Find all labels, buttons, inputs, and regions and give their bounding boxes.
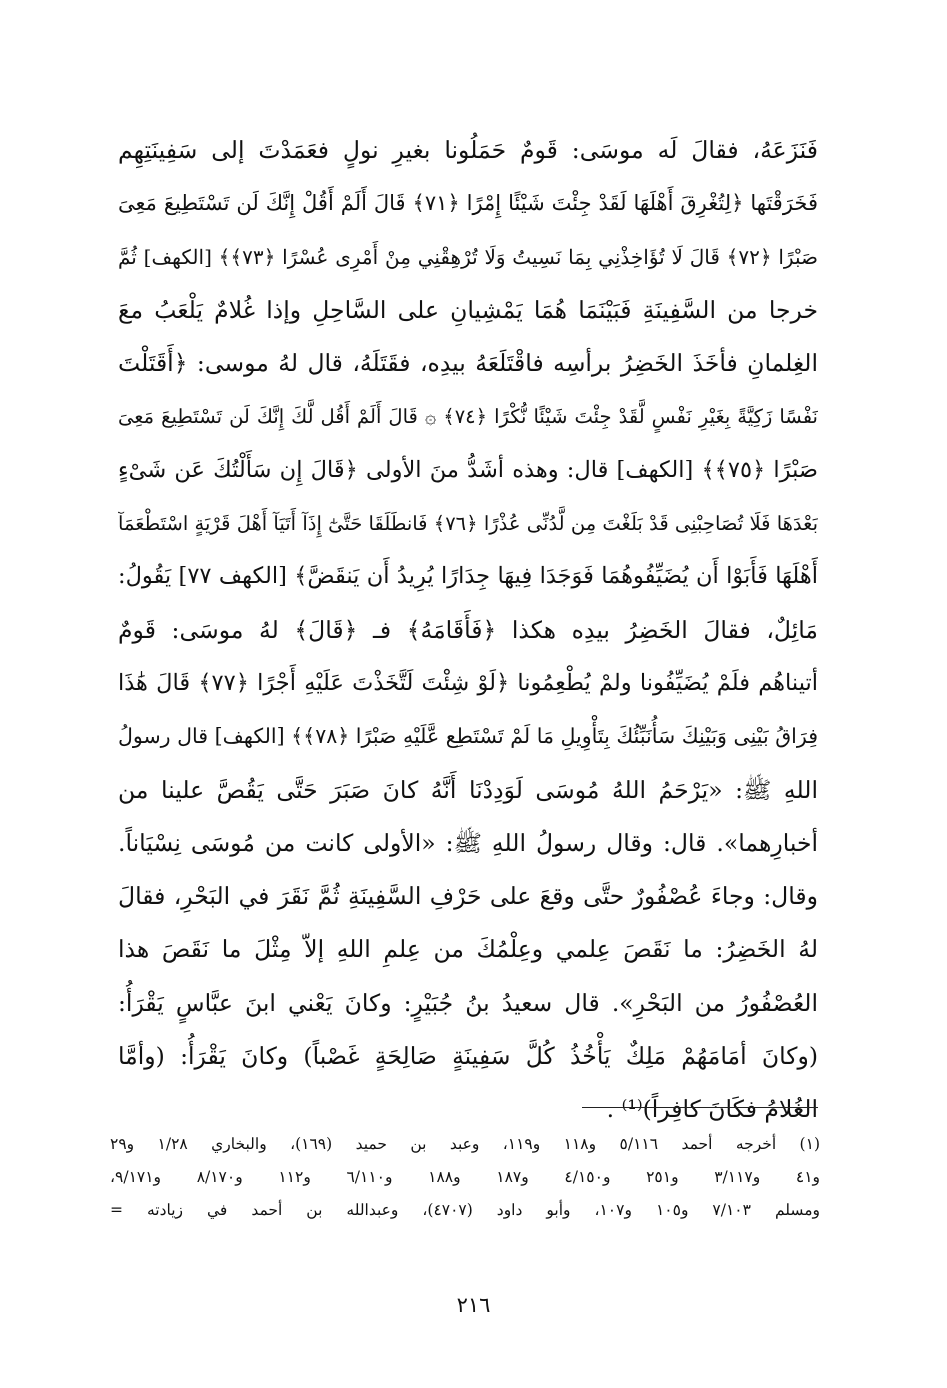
text-line: أخبارِهما». قال: وقال رسولُ اللهِ ﷺ: «الأولى كانت من مُوسَى نِسْيَاناً. [118, 828, 818, 857]
page-number: ٢١٦ [456, 1293, 491, 1317]
text-line: فَخَرَقْتَها ﴿لِتُغْرِقَ أَهْلَهَا لَقَدْ جِئْتَ شَيْئًا إِمْرًا ﴿٧١﴾ قَالَ أَلَمْ أَقُلْ إِنَّكَ لَن تَسْتَطِيعَ مَعِىَ [118, 191, 818, 216]
text-line: العُصْفُورُ من البَحْرِ». قال سعيدُ بنُ جُبَيْرٍ: وكانَ يَعْني ابنَ عبَّاسٍ يَقْرَأُ: [118, 988, 818, 1017]
text-line: بَعْدَهَا فَلَا تُصَاحِبْنِى قَدْ بَلَغْتَ مِن لَّدُنِّى عُذْرًا ﴿٧٦﴾ فَانطَلَقَا حَتَّىٰٓ إِذَآ أَتَيَآ أَهْلَ قَرْيَةٍ اسْتَطْعَمَآ [118, 512, 818, 536]
main-text-block [118, 124, 818, 1137]
footnote-line: ومسلم ٧/١٠٣ و١٠٥ و١٠٧، وأبو داود (٤٧٠٧)، وعبدالله بن أحمد في زيادته = [110, 1201, 820, 1219]
text-line: لهُ الخَضِرُ: ما نَقَصَ عِلمي وعِلْمُكَ من عِلمِ اللهِ إلاّ مِثْلَ ما نَقَصَ هذا [118, 935, 818, 964]
footnotes-block [110, 1128, 820, 1227]
text-line: اللهِ ﷺ: «يَرْحَمُ اللهُ مُوسَى لَوَدِدْنَا أَنَّهُ كانَ صَبَرَ حَتَّى يَقُصَّ علينا من [118, 775, 818, 804]
text-line: نَفْسًا زَكِيَّةً بِغَيْرِ نَفْسٍ لَّقَدْ جِئْتَ شَيْئًا نُّكْرًا ﴿٧٤﴾ ۞ قَالَ أَلَمْ أَقُل لَّكَ إِنَّكَ لَن تَسْتَطِيعَ مَعِىَ [118, 405, 818, 429]
footnote-line: (١) أخرجه أحمد ٥/١١٦ و١١٨ و١١٩، وعبد بن حميد (١٦٩)، والبخاري ١/٢٨ و٢٩ [110, 1135, 820, 1153]
text-line: خرجا من السَّفِينَةِ فَبَيْنَمَا هُمَا يَمْشِيانِ على السَّاحِلِ وإذا غُلامٌ يَلْعَبُ معَ [118, 295, 818, 324]
text-line: الغُلامُ فكَانَ كافِراً)⁽¹⁾ . [606, 1095, 818, 1124]
text-line: صَبْرًا ﴿٧٢﴾ قَالَ لَا تُؤَاخِذْنِي بِمَا نَسِيتُ وَلَا تُرْهِقْنِي مِنْ أَمْرِى عُسْرًا ﴿٧٣﴾﴾ [الكهف] ثُمَّ [118, 244, 818, 269]
text-line: فِرَاقُ بَيْنِى وَبَيْنِكَ سَأُنَبِّئُكَ بِتَأْوِيلِ مَا لَمْ تَسْتَطِع عَّلَيْهِ صَبْرًا ﴿٧٨﴾﴾ [الكهف] قال رسولُ [118, 724, 818, 749]
text-line: (وكانَ أمَامَهُمْ مَلِكٌ يَأْخُذُ كُلَّ سَفِينَةٍ صَالِحَةٍ غَصْباً) وكانَ يَقْرَأُ: (وأمَّا [118, 1042, 818, 1071]
text-line: أَهْلَهَا فَأَبَوْا أَن يُضَيِّفُوهُمَا فَوَجَدَا فِيهَا جِدَارًا يُرِيدُ أَن يَنقَضَّ﴾ [الكهف ٧٧] يَقُولُ: [118, 563, 818, 590]
text-line: صَبْرًا ﴿٧٥﴾﴾ [الكهف] قال: وهذه أشَدُّ منَ الأولى ﴿قَالَ إِن سَأَلْتُكَ عَن شَىْءٍ [118, 456, 818, 483]
footnote-divider [582, 1107, 818, 1108]
text-line: فَنَزَعَهُ، فقالَ لَه موسَى: قَومٌ حَمَلُونا بغيرِ نولٍ فعَمَدْتَ إلى سَفِينَتِهِم [118, 136, 818, 164]
text-line: الغِلمانِ فأخَذَ الخَضِرُ برأسِه فاقْتَلَعَهُ بيدِه، فقَتَلَهُ، قال لهُ موسى: ﴿أَقَتَلْتَ [118, 349, 818, 378]
text-line: وقال: وجاءَ عُصْفُورٌ حتَّى وقعَ على حَرْفِ السَّفِينَةِ ثُمَّ نَقَرَ في البَحْرِ، فقالَ [118, 882, 818, 911]
footnote-line: و٤١ و٣/١١٧ و٢٥١ و٤/١٥٠ و١٨٧ و١٨٨ و٦/١١٠ و١١٢ و٨/١٧٠ و٩/١٧١، [110, 1168, 820, 1186]
text-line: مَائِلٌ، فقالَ الخَضِرُ بيدِه هكذا ﴿فَأَقَامَهُ﴾ فـ ﴿قَالَ﴾ لهُ موسَى: قَومٌ [118, 615, 818, 644]
text-line: أتيناهُم فلَمْ يُضَيِّفُونا ولمْ يُطْعِمُونا ﴿لَوْ شِئْتَ لَتَّخَذْتَ عَلَيْهِ أَجْرًا ﴿٧٧﴾ قَالَ هَٰذَا [118, 669, 818, 696]
